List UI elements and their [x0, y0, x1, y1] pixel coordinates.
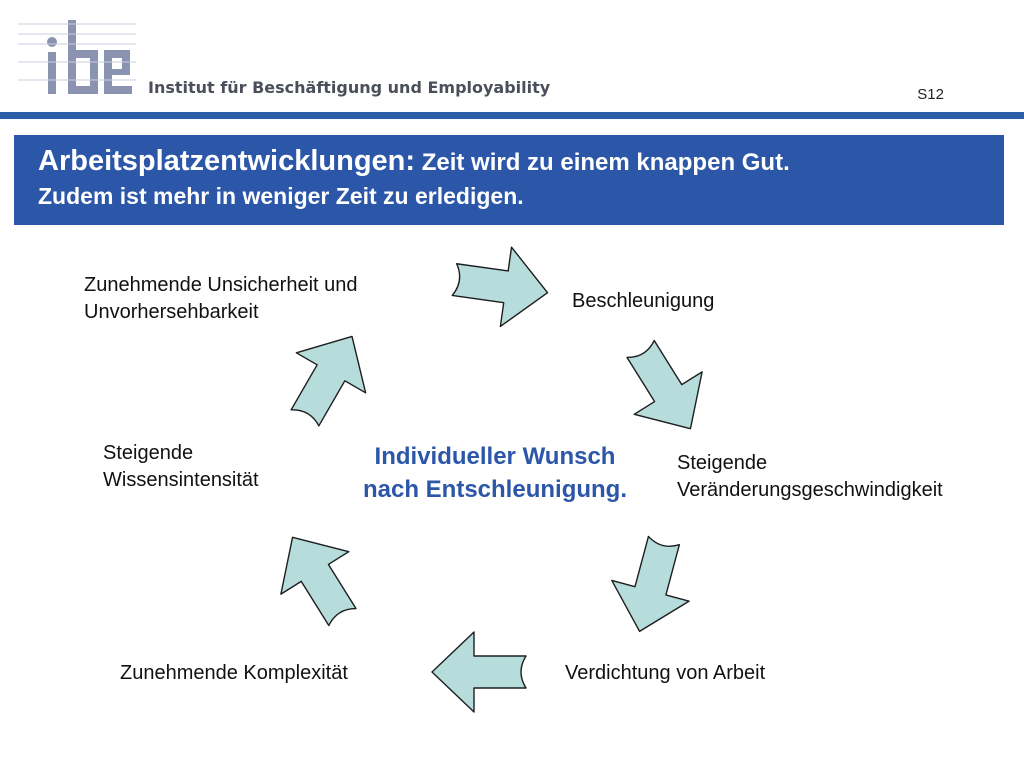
cycle-arrow-right-upper: [607, 328, 725, 450]
institute-name: Institut für Beschäftigung und Employability: [148, 78, 551, 97]
label-unsicherheit-line-1: Zunehmende Unsicherheit und: [84, 274, 358, 296]
title-keyword: Arbeitsplatzentwicklungen:: [38, 145, 416, 177]
label-verdichtung: Verdichtung von Arbeit: [565, 662, 766, 684]
cycle-arrow-bottom: [432, 632, 526, 712]
label-beschleunigung: Beschleunigung: [572, 290, 715, 312]
label-wissen-line-2: Wissensintensität: [103, 469, 259, 491]
label-veraenderung-line-1: Steigende: [677, 452, 768, 474]
label-unsicherheit: [84, 272, 358, 326]
cycle-arrow-right-lower: [601, 530, 703, 642]
center-text-line-1: Individueller Wunsch: [374, 443, 616, 470]
label-veraenderung-line-2: Veränderungsgeschwindigkeit: [677, 479, 943, 501]
label-wissen-line-1: Steigende: [103, 442, 194, 464]
label-wissensintensitaet: [103, 440, 259, 494]
title-line-2: Zudem ist mehr in weniger Zeit zu erledigen.: [38, 183, 524, 209]
center-text: [330, 440, 660, 506]
label-unsicherheit-line-2: Unvorhersehbarkeit: [84, 301, 259, 323]
cycle-arrow-top: [449, 240, 553, 332]
center-text-line-2: nach Entschleunigung.: [362, 476, 627, 503]
label-komplexitaet: Zunehmende Komplexität: [120, 662, 348, 684]
slide-number: S12: [917, 86, 944, 103]
cycle-arrow-left-upper: [270, 316, 386, 437]
label-veraenderungsgeschwindigkeit: [677, 450, 943, 504]
cycle-arrow-left-lower: [259, 516, 377, 638]
title-line-1-rest: Zeit wird zu einem knappen Gut.: [415, 149, 790, 176]
